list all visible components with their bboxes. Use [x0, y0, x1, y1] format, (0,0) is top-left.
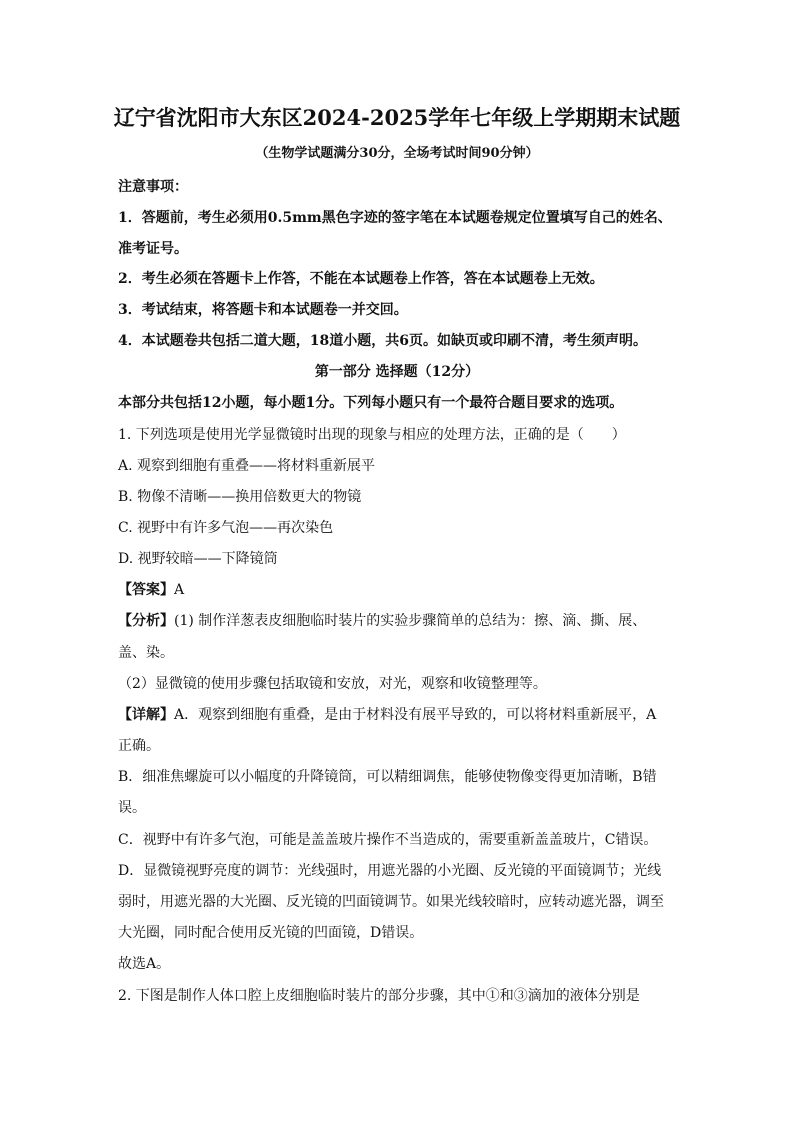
detail-tag: 【详解】	[118, 707, 174, 723]
question-2-stem: 2. 下图是制作人体口腔上皮细胞临时装片的部分步骤，其中①和③滴加的液体分别是	[118, 988, 640, 1004]
notice-heading: 注意事项：	[118, 179, 188, 195]
question-1-answer	[118, 580, 678, 600]
answer-tag: 【答案】	[118, 582, 174, 598]
question-1-detail	[118, 705, 678, 725]
question-1-option-a: A. 观察到细胞有重叠——将材料重新展平	[118, 458, 376, 474]
analysis-line: 盖、染。	[118, 645, 174, 661]
section-instruction: 本部分共包括12小题，每小题1分。下列每小题只有一个最符合题目要求的选项。	[118, 395, 624, 411]
detail-line: D．显微镜视野亮度的调节：光线强时，用遮光器的小光圈、反光镜的平面镜调节；光线	[118, 863, 662, 879]
detail-line: 故选A。	[118, 956, 171, 972]
detail-line: B．细准焦螺旋可以小幅度的升降镜筒，可以精细调焦，能够使物像变得更加清晰，B错	[118, 769, 657, 785]
detail-line: A．观察到细胞有重叠，是由于材料没有展平导致的，可以将材料重新展平，A	[174, 707, 657, 723]
notice-item: 2．考生必须在答题卡上作答，不能在本试题卷上作答，答在本试题卷上无效。	[118, 271, 604, 287]
page-subtitle: （生物学试题满分30分，全场考试时间90分钟）	[255, 146, 539, 161]
notice-item: 1．答题前，考生必须用0.5mm黑色字迹的签字笔在本试题卷规定位置填写自己的姓名、	[118, 210, 672, 226]
detail-line: 误。	[118, 800, 146, 816]
detail-line: 弱时，用遮光器的大光圈、反光镜的凹面镜调节。如果光线较暗时，应转动遮光器，调至	[118, 894, 664, 910]
notice-item: 准考证号。	[118, 241, 188, 257]
page-title: 辽宁省沈阳市大东区2024-2025学年七年级上学期期末试题	[113, 105, 681, 130]
analysis-line: （2）显微镜的使用步骤包括取镜和安放，对光，观察和收镜整理等。	[118, 676, 547, 692]
question-1-option-c: C. 视野中有许多气泡——再次染色	[118, 520, 334, 536]
answer-value: A	[174, 582, 185, 598]
detail-line: C．视野中有许多气泡，可能是盖盖玻片操作不当造成的，需要重新盖盖玻片，C错误。	[118, 832, 658, 848]
question-1-analysis	[118, 611, 678, 631]
question-1-option-d: D. 视野较暗——下降镜筒	[118, 551, 278, 567]
notice-item: 4．本试题卷共包括二道大题，18道小题，共6页。如缺页或印刷不清，考生须声明。	[118, 333, 647, 349]
analysis-tag: 【分析】	[118, 613, 174, 629]
detail-line: 大光圈，同时配合使用反光镜的凹面镜，D错误。	[118, 925, 424, 941]
question-1-stem: 1. 下列选项是使用光学显微镜时出现的现象与相应的处理方法，正确的是（ ）	[118, 427, 626, 443]
detail-line: 正确。	[118, 738, 160, 754]
notice-item: 3．考试结束，将答题卡和本试题卷一并交回。	[118, 302, 408, 318]
analysis-line: (1) 制作洋葱表皮细胞临时装片的实验步骤简单的总结为：擦、滴、撕、展、	[174, 613, 647, 629]
section-heading: 第一部分 选择题（12分）	[314, 364, 480, 380]
question-1-option-b: B. 物像不清晰——换用倍数更大的物镜	[118, 489, 362, 505]
